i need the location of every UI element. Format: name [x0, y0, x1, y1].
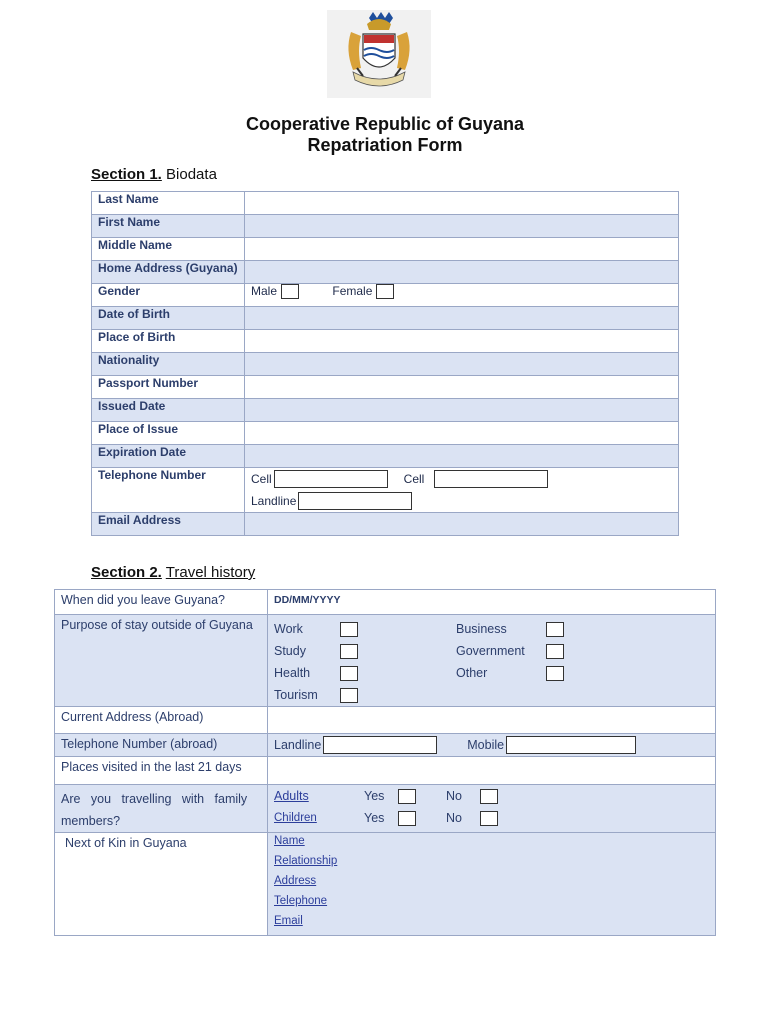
- purpose-label: Purpose of stay outside of Guyana: [55, 615, 268, 707]
- cell2-label: Cell: [403, 472, 425, 486]
- table-row: [92, 468, 679, 513]
- gender-options: [245, 284, 679, 307]
- section2-heading: [91, 564, 255, 581]
- table-row: [92, 238, 679, 261]
- last-name-label: Last Name: [92, 192, 245, 215]
- nationality-label: Nationality: [92, 353, 245, 376]
- purpose-study-checkbox[interactable]: [340, 644, 358, 659]
- adults-no-label: No: [446, 789, 462, 803]
- table-row: [92, 422, 679, 445]
- places-visited-field[interactable]: [268, 757, 716, 785]
- table-row: [92, 376, 679, 399]
- table-row: [55, 615, 716, 707]
- family-members-options: [268, 785, 716, 833]
- left-guyana-label: When did you leave Guyana?: [55, 590, 268, 615]
- place-of-birth-field[interactable]: [245, 330, 679, 353]
- table-row: [92, 307, 679, 330]
- table-row: [55, 707, 716, 734]
- expiration-date-field[interactable]: [245, 445, 679, 468]
- current-address-field[interactable]: [268, 707, 716, 734]
- first-name-label: First Name: [92, 215, 245, 238]
- kin-telephone-link[interactable]: Telephone: [274, 895, 328, 907]
- adults-no-checkbox[interactable]: [480, 789, 498, 804]
- table-row: [55, 833, 716, 936]
- telephone-abroad-options: [268, 734, 716, 757]
- table-row: [55, 785, 716, 833]
- landline-label: Landline: [251, 494, 297, 508]
- next-of-kin-label: Next of Kin in Guyana: [55, 833, 268, 936]
- form-title-line2: Repatriation Form: [307, 135, 463, 155]
- home-address-field[interactable]: [245, 261, 679, 284]
- cell2-input[interactable]: [434, 470, 548, 488]
- purpose-tourism-label: Tourism: [274, 688, 318, 702]
- table-row: [92, 513, 679, 536]
- kin-relationship-link[interactable]: Relationship: [274, 855, 338, 867]
- gender-female-checkbox[interactable]: [376, 284, 394, 299]
- section1-title: Biodata: [166, 166, 217, 183]
- travel-history-table: [54, 589, 716, 936]
- family-members-line2: members?: [61, 814, 121, 828]
- email-address-label: Email Address: [92, 513, 245, 536]
- children-yes-label: Yes: [364, 811, 385, 825]
- next-of-kin-fields: [268, 833, 716, 936]
- table-row: [55, 757, 716, 785]
- adults-yes-label: Yes: [364, 789, 385, 803]
- issued-date-label: Issued Date: [92, 399, 245, 422]
- children-yes-checkbox[interactable]: [398, 811, 416, 826]
- passport-number-field[interactable]: [245, 376, 679, 399]
- section1-number: Section 1.: [91, 166, 162, 183]
- biodata-table: [91, 191, 679, 536]
- purpose-health-checkbox[interactable]: [340, 666, 358, 681]
- children-label: Children: [274, 812, 317, 824]
- date-of-birth-label: Date of Birth: [92, 307, 245, 330]
- purpose-study-label: Study: [274, 644, 306, 658]
- place-of-issue-label: Place of Issue: [92, 422, 245, 445]
- table-row: [55, 590, 716, 615]
- table-row: [92, 284, 679, 307]
- abroad-landline-input[interactable]: [323, 736, 437, 754]
- current-address-label: Current Address (Abroad): [55, 707, 268, 734]
- section2-number: Section 2.: [91, 564, 162, 581]
- landline-input[interactable]: [298, 492, 412, 510]
- table-row: [92, 445, 679, 468]
- cell-label: Cell: [251, 472, 272, 486]
- gender-female-label: Female: [332, 284, 373, 298]
- table-row: [55, 734, 716, 757]
- adults-yes-checkbox[interactable]: [398, 789, 416, 804]
- home-address-label: Home Address (Guyana): [92, 261, 245, 284]
- gender-male-checkbox[interactable]: [281, 284, 299, 299]
- last-name-field[interactable]: [245, 192, 679, 215]
- first-name-field[interactable]: [245, 215, 679, 238]
- gender-label: Gender: [92, 284, 245, 307]
- purpose-right-column: [456, 618, 576, 706]
- purpose-work-checkbox[interactable]: [340, 622, 358, 637]
- date-of-birth-field[interactable]: [245, 307, 679, 330]
- purpose-options: [268, 615, 716, 707]
- email-address-field[interactable]: [245, 513, 679, 536]
- children-no-checkbox[interactable]: [480, 811, 498, 826]
- purpose-tourism-checkbox[interactable]: [340, 688, 358, 703]
- gender-male-label: Male: [251, 284, 278, 298]
- passport-number-label: Passport Number: [92, 376, 245, 399]
- issued-date-field[interactable]: [245, 399, 679, 422]
- nationality-field[interactable]: [245, 353, 679, 376]
- section2-title: Travel history: [165, 564, 256, 581]
- telephone-number-label: Telephone Number: [92, 468, 245, 513]
- table-row: [92, 215, 679, 238]
- adults-label: Adults: [274, 789, 309, 803]
- purpose-business-label: Business: [456, 622, 507, 636]
- telephone-abroad-label: Telephone Number (abroad): [55, 734, 268, 757]
- coat-of-arms-emblem: [327, 10, 431, 98]
- purpose-government-checkbox[interactable]: [546, 644, 564, 659]
- purpose-government-label: Government: [456, 644, 525, 658]
- purpose-other-label: Other: [456, 666, 488, 680]
- abroad-landline-label: Landline: [274, 738, 322, 752]
- family-members-line1: Are you travelling with family: [61, 792, 248, 806]
- left-guyana-date-field[interactable]: DD/MM/YYYY: [268, 590, 716, 615]
- kin-name-link[interactable]: Name: [274, 835, 305, 847]
- expiration-date-label: Expiration Date: [92, 445, 245, 468]
- family-members-label: [55, 785, 268, 833]
- table-row: [92, 399, 679, 422]
- places-visited-label: Places visited in the last 21 days: [55, 757, 268, 785]
- abroad-mobile-label: Mobile: [467, 738, 505, 752]
- telephone-options: [245, 468, 679, 513]
- place-of-issue-field[interactable]: [245, 422, 679, 445]
- table-row: [92, 192, 679, 215]
- place-of-birth-label: Place of Birth: [92, 330, 245, 353]
- children-no-label: No: [446, 811, 462, 825]
- purpose-left-column: [274, 618, 456, 706]
- form-title-line1: Cooperative Republic of Guyana: [245, 114, 525, 134]
- purpose-business-checkbox[interactable]: [546, 622, 564, 637]
- middle-name-field[interactable]: [245, 238, 679, 261]
- cell-input[interactable]: [274, 470, 388, 488]
- purpose-work-label: Work: [274, 622, 303, 636]
- table-row: [92, 353, 679, 376]
- purpose-health-label: Health: [274, 666, 311, 680]
- kin-address-link[interactable]: Address: [274, 875, 317, 887]
- abroad-mobile-input[interactable]: [506, 736, 636, 754]
- table-row: [92, 261, 679, 284]
- kin-email-link[interactable]: Email: [274, 915, 303, 927]
- purpose-other-checkbox[interactable]: [546, 666, 564, 681]
- table-row: [92, 330, 679, 353]
- section1-heading: [91, 166, 217, 183]
- middle-name-label: Middle Name: [92, 238, 245, 261]
